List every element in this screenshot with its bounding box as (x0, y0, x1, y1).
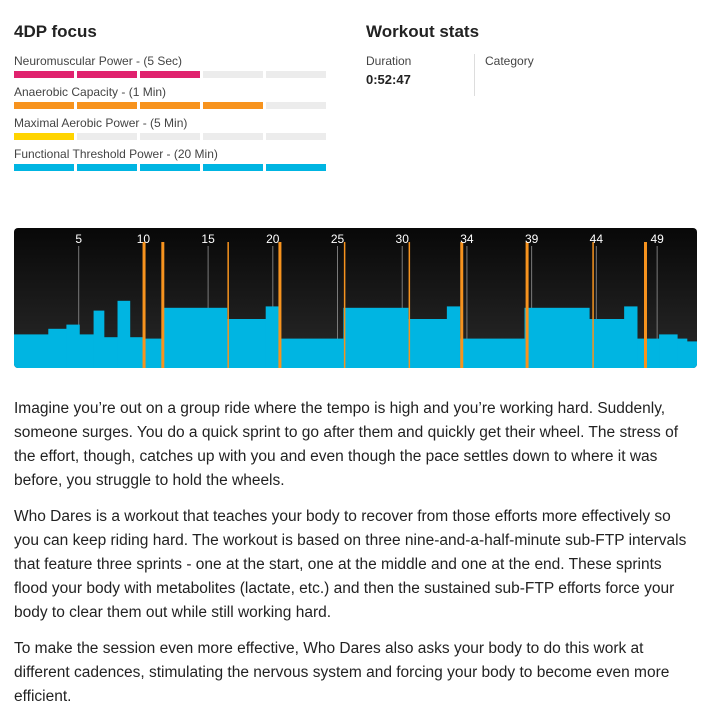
metric-ftp (14, 147, 334, 171)
interval-bar (687, 341, 697, 368)
interval-bar (460, 339, 525, 368)
interval-bar (266, 306, 279, 368)
level-segment (203, 133, 263, 140)
metric-level-bar (14, 164, 334, 171)
level-segment (77, 71, 137, 78)
interval-bar (525, 308, 590, 368)
level-segment (140, 71, 200, 78)
interval-bar (624, 306, 637, 368)
level-segment (77, 164, 137, 171)
level-segment (203, 71, 263, 78)
workout-stats-panel (366, 22, 696, 96)
level-segment (77, 133, 137, 140)
interval-bar (637, 339, 659, 368)
interval-bar (659, 334, 678, 368)
interval-bar (227, 319, 266, 368)
interval-bar (48, 329, 67, 368)
interval-bar (79, 334, 94, 368)
metric-map (14, 116, 334, 140)
level-segment (203, 164, 263, 171)
interval-bar (104, 337, 118, 368)
chart-tick-label: 49 (650, 232, 664, 246)
metric-neuromuscular (14, 54, 334, 78)
description-paragraph: Who Dares is a workout that teaches your body to recover from those efforts more effectively so you can keep riding hard. The workout is based on three nine-and-a-half-minute sub-FTP intervals that feature three sprints - one at the start, one at the middle and one at the end. These sprints flood your body with metabolites (lactate, etc.) and then the sustained sub-FTP efforts force your body to clear them out while still working hard. (14, 508, 687, 621)
workout-profile-chart (14, 228, 697, 368)
interval-bar (66, 325, 79, 368)
interval-bar (163, 308, 227, 368)
level-segment (14, 133, 74, 140)
interval-bar (408, 319, 447, 368)
chart-tick-label: 44 (589, 232, 604, 246)
category-stat (475, 54, 593, 96)
metric-label: Anaerobic Capacity - (1 Min) (14, 85, 167, 99)
chart-tick-label: 15 (201, 232, 215, 246)
level-segment (266, 71, 326, 78)
interval-bar (130, 337, 143, 368)
metric-level-bar (14, 71, 334, 78)
interval-bar (677, 339, 687, 368)
interval-bar (14, 334, 49, 368)
level-segment (266, 102, 326, 109)
metric-label: Maximal Aerobic Power - (5 Min) (14, 116, 188, 130)
level-segment (266, 164, 326, 171)
focus-title: 4DP focus (14, 22, 97, 41)
duration-label: Duration (366, 54, 412, 68)
metric-level-bar (14, 133, 334, 140)
duration-stat (366, 54, 475, 96)
description-paragraph: Imagine you’re out on a group ride where the tempo is high and you’re working hard. Suddenly, someone surges. You do a quick sprint to go after them and quickly get their wheel. The stress of the effort, though, catches up with you and even though the pace settles down to where it was before, you struggle to hold the wheels. (14, 400, 679, 489)
interval-bar (118, 301, 131, 368)
chart-tick-label: 25 (330, 232, 345, 246)
chart-tick-label: 39 (524, 232, 539, 246)
level-segment (140, 133, 200, 140)
level-segment (140, 164, 200, 171)
workout-profile-svg (14, 228, 697, 368)
duration-value: 0:52:47 (366, 72, 411, 87)
interval-bar (343, 308, 408, 368)
interval-bar (279, 339, 344, 368)
metric-label: Functional Threshold Power - (20 Min) (14, 147, 218, 161)
interval-bar (94, 311, 105, 368)
description-paragraph: To make the session even more effective, Who Dares also asks your body to do this work at different cadences, stimulating the nervous system and forcing your body to become even more efficient. (14, 640, 670, 705)
level-segment (203, 102, 263, 109)
interval-bar (143, 339, 164, 368)
level-segment (140, 102, 200, 109)
chart-tick-label: 30 (395, 232, 409, 246)
level-segment (14, 102, 74, 109)
level-segment (14, 164, 74, 171)
metric-level-bar (14, 102, 334, 109)
chart-tick-label: 10 (136, 232, 151, 246)
workout-description (14, 397, 698, 721)
metric-label: Neuromuscular Power - (5 Sec) (14, 54, 183, 68)
chart-tick-label: 20 (266, 232, 280, 246)
level-segment (266, 133, 326, 140)
metric-anaerobic (14, 85, 334, 109)
chart-tick-label: 34 (460, 232, 474, 246)
interval-bar (447, 306, 460, 368)
focus-panel (14, 22, 334, 178)
level-segment (14, 71, 74, 78)
category-label: Category (485, 54, 534, 68)
level-segment (77, 102, 137, 109)
stats-title: Workout stats (366, 22, 480, 41)
interval-bar (589, 319, 624, 368)
chart-tick-label: 5 (75, 232, 83, 246)
